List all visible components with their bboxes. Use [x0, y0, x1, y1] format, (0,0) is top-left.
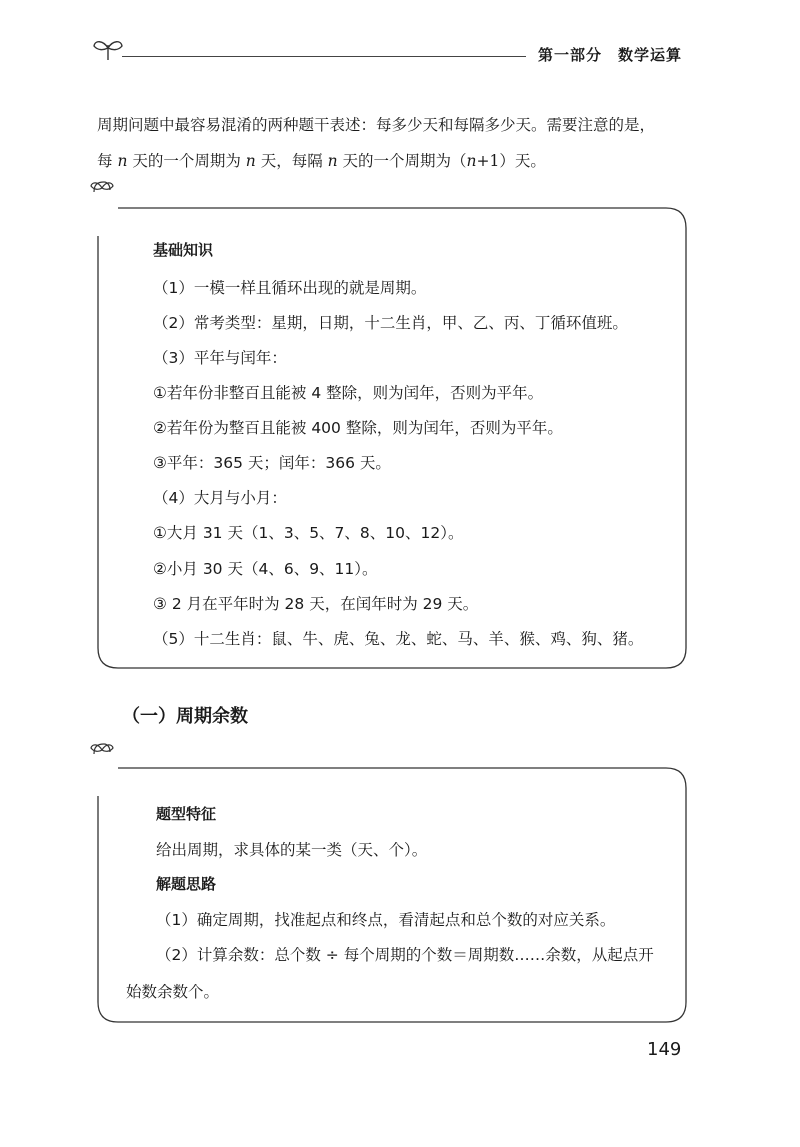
basics-line: ③平年：365 天；闰年：366 天。 [153, 454, 391, 472]
method-line: （2）计算余数：总个数 ÷ 每个周期的个数＝周期数……余数，从起点开 [156, 946, 654, 964]
intro-line-1: 周期问题中最容易混淆的两种题干表述：每多少天和每隔多少天。需要注意的是， [97, 116, 656, 134]
basics-line: ③ 2 月在平年时为 28 天，在闰年时为 29 天。 [153, 595, 479, 613]
section-title: （一）周期余数 [122, 706, 248, 727]
method-line: 始数余数个。 [126, 983, 220, 1001]
basics-line: （4）大月与小月： [153, 489, 287, 507]
method-line: （1）确定周期，找准起点和终点，看清起点和总个数的对应关系。 [156, 911, 616, 929]
basics-line: （3）平年与闰年： [153, 349, 287, 367]
method-heading-approach: 解题思路 [156, 875, 217, 893]
header-rule [122, 56, 526, 57]
page-number: 149 [647, 1039, 682, 1060]
sprout-icon [92, 36, 124, 62]
basics-line: ①大月 31 天（1、3、5、7、8、10、12）。 [153, 524, 464, 542]
basics-line: （2）常考类型：星期，日期，十二生肖，甲、乙、丙、丁循环值班。 [153, 314, 628, 332]
method-line: 给出周期，求具体的某一类（天、个）。 [156, 841, 428, 859]
method-heading-features: 题型特征 [156, 805, 217, 823]
intro-line-2: 每 n 天的一个周期为 n 天，每隔 n 天的一个周期为（n+1）天。 [97, 152, 546, 170]
basics-line: ①若年份非整百且能被 4 整除，则为闰年，否则为平年。 [153, 384, 544, 402]
header-title: 第一部分 数学运算 [538, 46, 683, 64]
basics-heading: 基础知识 [153, 241, 214, 259]
basics-line: ②小月 30 天（4、6、9、11）。 [153, 560, 378, 578]
basics-line: （1）一模一样且循环出现的就是周期。 [153, 279, 427, 297]
basics-line: ②若年份为整百且能被 400 整除，则为闰年，否则为平年。 [153, 419, 563, 437]
basics-line: （5）十二生肖：鼠、牛、虎、兔、龙、蛇、马、羊、猴、鸡、狗、猪。 [153, 630, 644, 648]
